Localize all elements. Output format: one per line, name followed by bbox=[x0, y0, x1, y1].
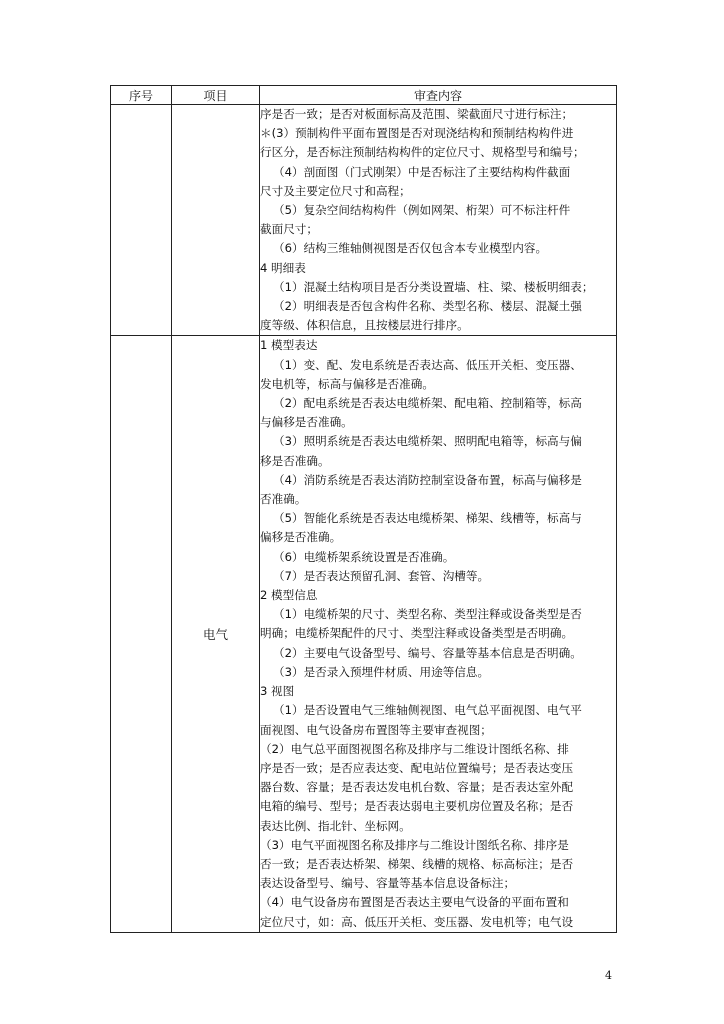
content-line: 尺寸及主要定位尺寸和高程； bbox=[260, 183, 411, 198]
header-row bbox=[111, 86, 617, 105]
content-line: ＊(3）预制构件平面布置图是否对现浇结构和预制结构构件进 bbox=[260, 126, 574, 141]
content-line: 否一致；是否表达桥架、梯架、线槽的规格、标高标注；是否 bbox=[260, 856, 574, 871]
page-number: 4 bbox=[605, 969, 612, 982]
row1-lines bbox=[260, 105, 616, 335]
content-line: （3）是否录入预埋件材质、用途等信息。 bbox=[273, 664, 490, 679]
content-line: （7）是否表达预留孔洞、套管、沟槽等。 bbox=[273, 568, 490, 583]
row2-lines bbox=[260, 336, 616, 931]
content-line: （5）复杂空间结构构件（例如网架、桁架）可不标注杆件 bbox=[273, 203, 571, 218]
content-line: 度等级、体积信息，且按楼层进行排序。 bbox=[260, 318, 469, 333]
content-line: （1）是否设置电气三维轴侧视图、电气总平面视图、电气平 bbox=[273, 703, 582, 718]
content-line: 4 明细表 bbox=[260, 260, 306, 275]
content-line: （2）明细表是否包含构件名称、类型名称、楼层、混凝土强 bbox=[273, 299, 582, 314]
row2-item: 电气 bbox=[172, 336, 260, 932]
row2-seq bbox=[111, 336, 172, 932]
row1-seq bbox=[111, 105, 172, 336]
content-line: 发电机等，标高与偏移是否准确。 bbox=[260, 376, 434, 391]
row1-item bbox=[172, 105, 260, 336]
content-line: 表达设备型号、编号、容量等基本信息设备标注； bbox=[260, 876, 516, 891]
content-line: 移是否准确。 bbox=[260, 453, 330, 468]
content-line: 序是否一致；是否应表达变、配电站位置编号；是否表达变压 bbox=[260, 760, 574, 775]
content-line: （4）电气设备房布置图是否表达主要电气设备的平面布置和 bbox=[260, 895, 569, 910]
content-line: 器台数、容量；是否表达发电机台数、容量；是否表达室外配 bbox=[260, 780, 574, 795]
content-line: （3）照明系统是否表达电缆桥架、照明配电箱等，标高与偏 bbox=[273, 434, 582, 449]
row1-content bbox=[260, 105, 617, 336]
content-line: （6）结构三维轴侧视图是否仅包含本专业模型内容。 bbox=[273, 241, 548, 256]
content-line: 截面尺寸； bbox=[260, 222, 318, 237]
content-line: 3 视图 bbox=[260, 684, 295, 699]
content-line: （4）剖面图（门式刚架）中是否标注了主要结构构件截面 bbox=[273, 164, 571, 179]
content-line: 面视图、电气设备房布置图等主要审查视图； bbox=[260, 722, 492, 737]
content-line: 序是否一致；是否对板面标高及范围、梁截面尺寸进行标注； bbox=[260, 107, 574, 121]
content-line: 明确；电缆桥架配件的尺寸、类型注释或设备类型是否明确。 bbox=[260, 626, 574, 641]
header-content: 审查内容 bbox=[260, 86, 617, 105]
header-item: 项目 bbox=[172, 86, 260, 105]
content-line: （4）消防系统是否表达消防控制室设备布置，标高与偏移是 bbox=[273, 472, 582, 487]
content-line: （6）电缆桥架系统设置是否准确。 bbox=[273, 549, 455, 564]
table-row bbox=[111, 336, 617, 932]
content-line: 电箱的编号、型号；是否表达弱电主要机房位置及名称；是否 bbox=[260, 799, 574, 814]
content-line: 偏移是否准确。 bbox=[260, 530, 342, 545]
row2-content bbox=[260, 336, 617, 932]
content-line: 2 模型信息 bbox=[260, 588, 318, 603]
content-line: （3）电气平面视图名称及排序与二维设计图纸名称、排序是 bbox=[260, 837, 569, 852]
header-seq: 序号 bbox=[111, 86, 172, 105]
content-line: （2）配电系统是否表达电缆桥架、配电箱、控制箱等，标高 bbox=[273, 396, 582, 411]
content-line: 与偏移是否准确。 bbox=[260, 415, 353, 430]
content-line: （2）主要电气设备型号、编号、容量等基本信息是否明确。 bbox=[273, 645, 582, 660]
content-line: （2）电气总平面图视图名称及排序与二维设计图纸名称、排 bbox=[260, 741, 569, 756]
content-line: （1）混凝土结构项目是否分类设置墙、柱、梁、楼板明细表； bbox=[273, 279, 594, 294]
content-line: 定位尺寸，如：高、低压开关柜、变压器、发电机等；电气设 bbox=[260, 914, 574, 929]
content-line: 行区分，是否标注预制结构构件的定位尺寸、规格型号和编号； bbox=[260, 145, 585, 160]
content-line: （1）电缆桥架的尺寸、类型名称、类型注释或设备类型是否 bbox=[273, 607, 582, 622]
table-row bbox=[111, 105, 617, 336]
content-line: （5）智能化系统是否表达电缆桥架、梯架、线槽等，标高与 bbox=[273, 511, 582, 526]
content-line: 否准确。 bbox=[260, 492, 307, 507]
review-table bbox=[110, 85, 617, 933]
content-line: （1）变、配、发电系统是否表达高、低压开关柜、变压器、 bbox=[273, 357, 582, 372]
content-line: 表达比例、指北针、坐标网。 bbox=[260, 818, 411, 833]
content-line: 1 模型表达 bbox=[260, 338, 318, 353]
